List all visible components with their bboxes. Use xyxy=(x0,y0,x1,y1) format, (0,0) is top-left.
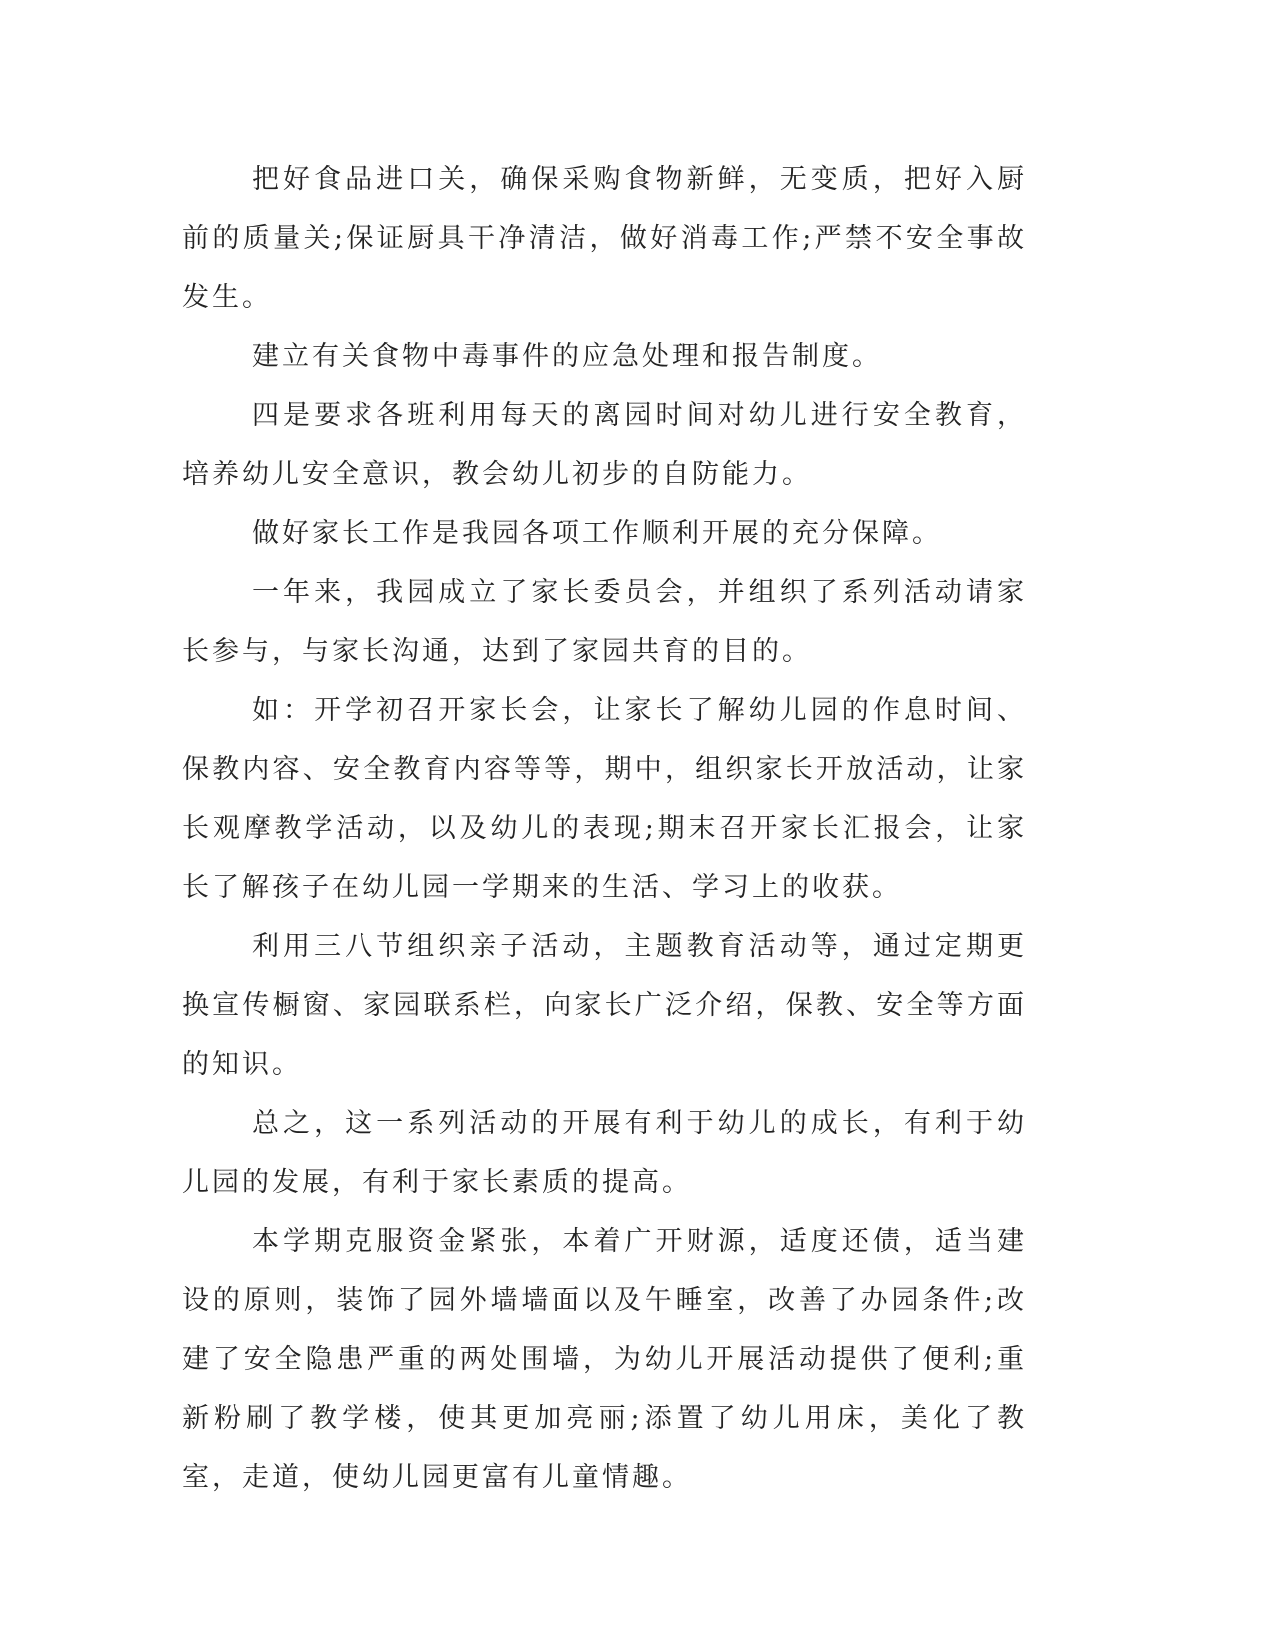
paragraph-parent-meetings: 如：开学初召开家长会，让家长了解幼儿园的作息时间、保教内容、安全教育内容等等，期中，组织家长开放活动，让家长观摩教学活动，以及幼儿的表现;期末召开家长汇报会，让家长了解孩子在幼儿园一学期来的生活、学习上的收获。 xyxy=(182,695,1027,903)
paragraph-safety-education: 四是要求各班利用每天的离园时间对幼儿进行安全教育，培养幼儿安全意识，教会幼儿初步的自防能力。 xyxy=(182,400,1027,490)
paragraph-womens-day-activities: 利用三八节组织亲子活动，主题教育活动等，通过定期更换宣传橱窗、家园联系栏，向家长广泛介绍，保教、安全等方面的知识。 xyxy=(182,931,1027,1080)
paragraph-parent-work: 做好家长工作是我园各项工作顺利开展的充分保障。 xyxy=(252,518,942,549)
paragraph-parent-committee: 一年来，我园成立了家长委员会，并组织了系列活动请家长参与，与家长沟通，达到了家园共育的目的。 xyxy=(182,577,1027,667)
paragraph-facilities: 本学期克服资金紧张，本着广开财源，适度还债，适当建设的原则，装饰了园外墙墙面以及午睡室，改善了办园条件;改建了安全隐患严重的两处围墙，为幼儿开展活动提供了便利;重新粉刷了教学楼，使其更加亮丽;添置了幼儿用床，美化了教室，走道，使幼儿园更富有儿童情趣。 xyxy=(182,1226,1027,1493)
paragraph-food-poisoning-system: 建立有关食物中毒事件的应急处理和报告制度。 xyxy=(252,341,882,372)
paragraph-summary: 总之，这一系列活动的开展有利于幼儿的成长，有利于幼儿园的发展，有利于家长素质的提高。 xyxy=(182,1108,1027,1198)
paragraph-food-safety: 把好食品进口关，确保采购食物新鲜，无变质，把好入厨前的质量关;保证厨具干净清洁，做好消毒工作;严禁不安全事故发生。 xyxy=(182,164,1027,313)
document-body xyxy=(182,150,1027,1507)
